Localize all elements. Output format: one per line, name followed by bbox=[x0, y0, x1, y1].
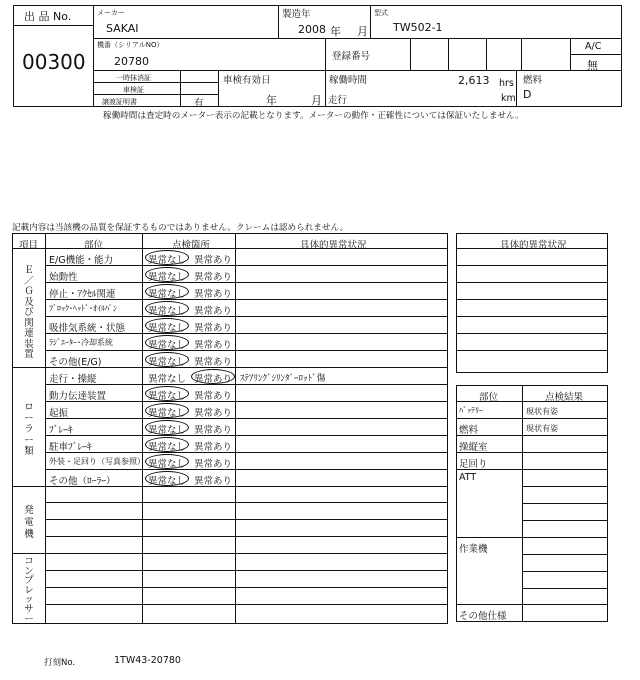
serial-value: 20780 bbox=[114, 55, 149, 68]
section-char: ／ bbox=[24, 275, 34, 287]
inspection-year-unit: 年 bbox=[266, 94, 277, 107]
row-detail-text: ｽﾃｱﾘﾝｸﾞｼﾘﾝﾀﾞｰﾛｯﾄﾞ傷 bbox=[240, 374, 326, 384]
hours-value: 2,613 bbox=[458, 74, 490, 87]
section-compressor bbox=[14, 557, 44, 624]
stamp-value: 1TW43-20780 bbox=[114, 655, 181, 666]
row-part-label: ﾌﾞﾚｰｷ bbox=[49, 425, 73, 436]
status-ok-label: 異常なし bbox=[148, 476, 187, 487]
section-char: Ｇ bbox=[24, 286, 34, 297]
status-ok-label: 異常なし bbox=[148, 442, 187, 453]
inspection-month-unit: 月 bbox=[311, 94, 322, 107]
circled-ng-mark bbox=[191, 369, 235, 384]
circled-ok-mark bbox=[145, 301, 189, 316]
row-part-label: 外装・足回り（写真参照） bbox=[49, 457, 145, 466]
status-ng-label: 異常あり bbox=[194, 442, 233, 453]
check-part-other-spec: その他仕様 bbox=[459, 611, 507, 622]
meter-note: 稼働時間は査定時のメーター表示の記載となります。メーターの動作・正確性については保証いたしません。 bbox=[103, 111, 524, 121]
stamp-label: 打刻No. bbox=[44, 658, 76, 668]
section-engine bbox=[14, 266, 44, 361]
circled-ok-mark bbox=[145, 335, 189, 350]
col-detail-header: 具体的異常状況 bbox=[300, 240, 367, 251]
section-char: 関 bbox=[24, 317, 34, 329]
circled-ok-mark bbox=[145, 352, 189, 367]
row-part-label: 始動性 bbox=[49, 272, 78, 283]
section-char: 及 bbox=[24, 296, 34, 308]
year-value: 2008 bbox=[298, 23, 326, 36]
circled-ok-mark bbox=[145, 267, 189, 282]
status-ok-label: 異常なし bbox=[148, 306, 187, 317]
circled-ok-mark bbox=[145, 318, 189, 333]
check-part-battery: ﾊﾞｯﾃﾘｰ bbox=[459, 406, 483, 415]
row-part-label: 起振 bbox=[49, 408, 69, 419]
status-ng-label: 異常あり bbox=[194, 357, 233, 368]
section-char: ー bbox=[24, 435, 34, 446]
registration-label: 登録番号 bbox=[332, 51, 371, 62]
section-char: ン bbox=[24, 565, 34, 577]
status-ng-label: 異常あり bbox=[194, 408, 233, 419]
circled-ok-mark bbox=[145, 403, 189, 418]
right-col-part-header: 部位 bbox=[479, 392, 499, 403]
maker-value: SAKAI bbox=[106, 22, 139, 35]
status-ng-label: 異常あり bbox=[194, 340, 233, 351]
transfer-cert-value: 有 bbox=[194, 98, 204, 109]
col-item-header: 項目 bbox=[19, 240, 39, 251]
status-ng-label: 異常あり bbox=[194, 255, 233, 266]
section-roller bbox=[14, 402, 44, 457]
section-char: Ｅ bbox=[24, 265, 34, 276]
hours-label: 稼働時間 bbox=[329, 75, 368, 86]
check-part-att: ATT bbox=[459, 472, 477, 483]
month-unit: 月 bbox=[357, 25, 368, 38]
status-ng-label: 異常あり bbox=[194, 374, 233, 385]
row-part-label: ﾌﾞﾛｯｸ･ﾍｯﾄﾞ･ｵｲﾙﾊﾟﾝ bbox=[49, 304, 117, 313]
model-label: 型式 bbox=[374, 9, 388, 17]
maker-label: メーカー bbox=[97, 9, 125, 17]
section-char: ー bbox=[24, 413, 34, 424]
section-char: 電 bbox=[24, 517, 34, 528]
status-ok-label: 異常なし bbox=[148, 340, 187, 351]
circled-ok-mark bbox=[145, 284, 189, 299]
circled-ok-mark bbox=[145, 437, 189, 452]
section-char: 機 bbox=[24, 529, 34, 540]
section-char: プ bbox=[24, 575, 34, 587]
col-part-header: 部位 bbox=[84, 240, 104, 251]
check-part-fuel: 燃料 bbox=[459, 425, 479, 436]
status-ng-label: 異常あり bbox=[194, 289, 233, 300]
status-ok-label: 異常なし bbox=[148, 408, 187, 419]
status-ok-label: 異常なし bbox=[148, 272, 187, 283]
section-char: コ bbox=[24, 556, 34, 567]
circled-ok-mark bbox=[145, 454, 189, 469]
section-char: 装 bbox=[24, 338, 34, 350]
hours-unit: hrs bbox=[499, 78, 514, 89]
status-ng-label: 異常あり bbox=[194, 272, 233, 283]
section-char: 類 bbox=[24, 446, 34, 457]
check-result-battery: 現状有姿 bbox=[526, 407, 558, 416]
row-part-label: 走行・操縦 bbox=[49, 374, 97, 385]
section-char: ラ bbox=[24, 424, 34, 435]
row-part-label: 停止・ｱｸｾﾙ関連 bbox=[49, 289, 116, 300]
ac-value: 無 bbox=[587, 59, 598, 72]
vehicle-cert-label: 車検証 bbox=[123, 86, 144, 94]
section-char: び bbox=[24, 307, 34, 318]
col-check-header: 点検箇所 bbox=[172, 240, 211, 251]
right-col-result-header: 点検結果 bbox=[545, 392, 584, 403]
status-ok-label: 異常なし bbox=[148, 323, 187, 334]
section-char: ロ bbox=[24, 402, 34, 413]
row-part-label: 動力伝達装置 bbox=[49, 391, 107, 402]
row-part-label: ﾗｼﾞｴｰﾀｰ･冷却系統 bbox=[49, 338, 113, 347]
status-ok-label: 異常なし bbox=[148, 459, 187, 470]
fuel-label: 燃料 bbox=[523, 75, 543, 86]
section-char: ー bbox=[24, 613, 34, 625]
right-detail-header: 具体的異常状況 bbox=[500, 240, 567, 251]
status-ng-label: 異常あり bbox=[194, 391, 233, 402]
year-label: 製造年 bbox=[282, 9, 311, 20]
section-char: 置 bbox=[24, 349, 34, 360]
status-ng-label: 異常あり bbox=[194, 476, 233, 487]
section-char: 発 bbox=[24, 505, 34, 516]
status-ng-label: 異常あり bbox=[194, 459, 233, 470]
item-no-label: 出 品 No. bbox=[24, 10, 72, 23]
status-ok-label: 異常なし bbox=[148, 391, 187, 402]
status-ng-label: 異常あり bbox=[194, 323, 233, 334]
circled-ok-mark bbox=[145, 420, 189, 435]
disclaimer-text: 記載内容は当該機の品質を保証するものではありません。クレームは認められません。 bbox=[12, 223, 349, 233]
row-part-label: 駐車ﾌﾞﾚｰｷ bbox=[49, 442, 92, 453]
section-generator bbox=[14, 505, 44, 541]
status-ok-label: 異常なし bbox=[148, 289, 187, 300]
check-part-cab: 操縦室 bbox=[459, 442, 488, 453]
circled-ok-mark bbox=[145, 386, 189, 401]
status-ng-label: 異常あり bbox=[194, 306, 233, 317]
fuel-value: D bbox=[523, 88, 532, 101]
inspection-date-label: 車検有効日 bbox=[223, 75, 271, 86]
km-unit: km bbox=[501, 93, 516, 104]
run-label: 走行 bbox=[328, 95, 348, 106]
status-ok-label: 異常なし bbox=[148, 357, 187, 368]
section-char: サ bbox=[24, 603, 34, 615]
status-ok-label: 異常なし bbox=[148, 374, 187, 385]
row-part-label: E/G機能・能力 bbox=[49, 255, 114, 266]
check-result-fuel: 現状有姿 bbox=[526, 424, 558, 433]
status-ok-label: 異常なし bbox=[148, 255, 187, 266]
check-part-undercarriage: 足回り bbox=[459, 459, 488, 470]
circled-ok-mark bbox=[145, 471, 189, 486]
row-part-label: その他(E/G) bbox=[49, 357, 102, 368]
section-char: レ bbox=[24, 584, 34, 596]
row-part-label: 吸排気系統・状態 bbox=[49, 323, 126, 334]
transfer-cert-label: 譲渡証明書 bbox=[102, 98, 137, 106]
row-part-label: その他（ﾛｰﾗｰ） bbox=[49, 476, 116, 487]
section-char: ッ bbox=[24, 594, 34, 606]
status-ng-label: 異常あり bbox=[194, 425, 233, 436]
model-value: TW502-1 bbox=[393, 21, 443, 34]
serial-label: 機番（シリアルNO） bbox=[97, 41, 164, 49]
circled-ok-mark bbox=[145, 250, 189, 265]
status-ok-label: 異常なし bbox=[148, 425, 187, 436]
item-no-value: 00300 bbox=[22, 50, 86, 74]
ac-label: A/C bbox=[585, 41, 602, 52]
temp-export-label: 一時抹消証 bbox=[116, 74, 151, 82]
year-unit: 年 bbox=[330, 25, 341, 38]
section-char: 連 bbox=[24, 328, 34, 339]
check-part-work-machine: 作業機 bbox=[459, 544, 488, 555]
